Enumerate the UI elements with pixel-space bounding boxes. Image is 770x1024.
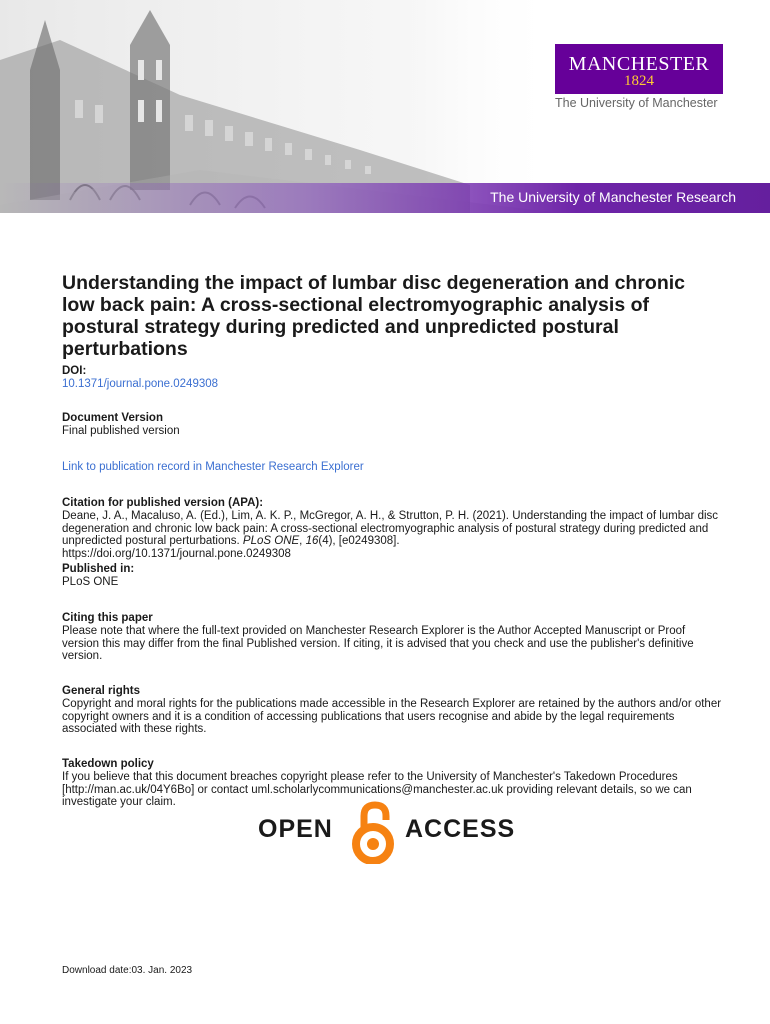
record-link-section: [62, 461, 722, 474]
building-illustration: [0, 0, 560, 213]
citing-label: Citing this paper: [62, 612, 153, 624]
page-title: Understanding the impact of lumbar disc degeneration and chronic low back pain: A cross-sectional electromyographic analysis of postural strategy during predicted and unpredicted postural perturbations: [62, 272, 686, 360]
open-access-lock-icon: [342, 800, 404, 864]
citation-issue: (4), [e0249308].: [318, 535, 400, 547]
publication-record-link[interactable]: Link to publication record in Manchester Research Explorer: [62, 461, 364, 473]
doi-section: [62, 365, 722, 391]
logo-subtitle: The University of Manchester: [555, 96, 718, 110]
published-in-section: [62, 563, 722, 589]
open-access-access-text: ACCESS: [405, 815, 516, 843]
open-access-logo: [258, 800, 518, 864]
document-version-label: Document Version: [62, 412, 163, 424]
logo-year: 1824: [624, 73, 654, 89]
header-banner: [0, 0, 770, 213]
general-rights-label: General rights: [62, 685, 140, 697]
citation-sep: ,: [299, 535, 306, 547]
document-version-value: Final published version: [62, 425, 180, 437]
doi-link[interactable]: 10.1371/journal.pone.0249308: [62, 378, 219, 390]
research-band-label: The University of Manchester Research: [490, 189, 736, 205]
title-block: [62, 272, 722, 360]
citation-volume: 16: [305, 535, 319, 547]
doi-label: DOI:: [62, 365, 87, 377]
citation-url[interactable]: https://doi.org/10.1371/journal.pone.0249308: [62, 547, 291, 560]
citation-section: [62, 497, 722, 560]
takedown-text: If you believe that this document breaches copyright please refer to the University of Manchester's Takedown Procedures [http://man.ac.uk/04Y6Bo] or contact uml.scholarlycommunications@manchester.ac.uk providing relevant details, so we can investigate your claim.: [62, 771, 692, 808]
published-in-value: PLoS ONE: [62, 576, 119, 588]
citation-text: [62, 510, 722, 560]
citing-section: [62, 612, 722, 663]
published-in-label: Published in:: [62, 563, 135, 575]
logo-name: MANCHESTER: [568, 53, 710, 75]
citation-label: Citation for published version (APA):: [62, 497, 264, 509]
general-rights-text: Copyright and moral rights for the publications made accessible in the Research Explorer are retained by the authors and/or other copyright owners and it is a condition of accessing publications that users recognise and abide by the legal requirements associated with these rights.: [62, 698, 722, 735]
document-version-section: [62, 412, 722, 438]
university-logo: [555, 44, 723, 94]
takedown-label: Takedown policy: [62, 758, 154, 770]
download-date: Download date:03. Jan. 2023: [62, 965, 193, 976]
citation-body: Deane, J. A., Macaluso, A. (Ed.), Lim, A. K. P., McGregor, A. H., & Strutton, P. H. (2021). Understanding the impact of lumbar disc degeneration and chronic low back pain: A cross-sectional electromyographic analysis of postural strategy during predicted and unpredicted postural perturbations.: [62, 510, 719, 547]
research-band: [0, 183, 770, 213]
general-rights-section: [62, 685, 722, 736]
citing-text: Please note that where the full-text provided on Manchester Research Explorer is the Author Accepted Manuscript or Proof version this may differ from the final Published version. If citing, it is advised that you check and use the publisher's definitive version.: [62, 625, 694, 662]
open-access-open-text: OPEN: [258, 815, 333, 843]
citation-journal: PLoS ONE: [242, 535, 300, 547]
